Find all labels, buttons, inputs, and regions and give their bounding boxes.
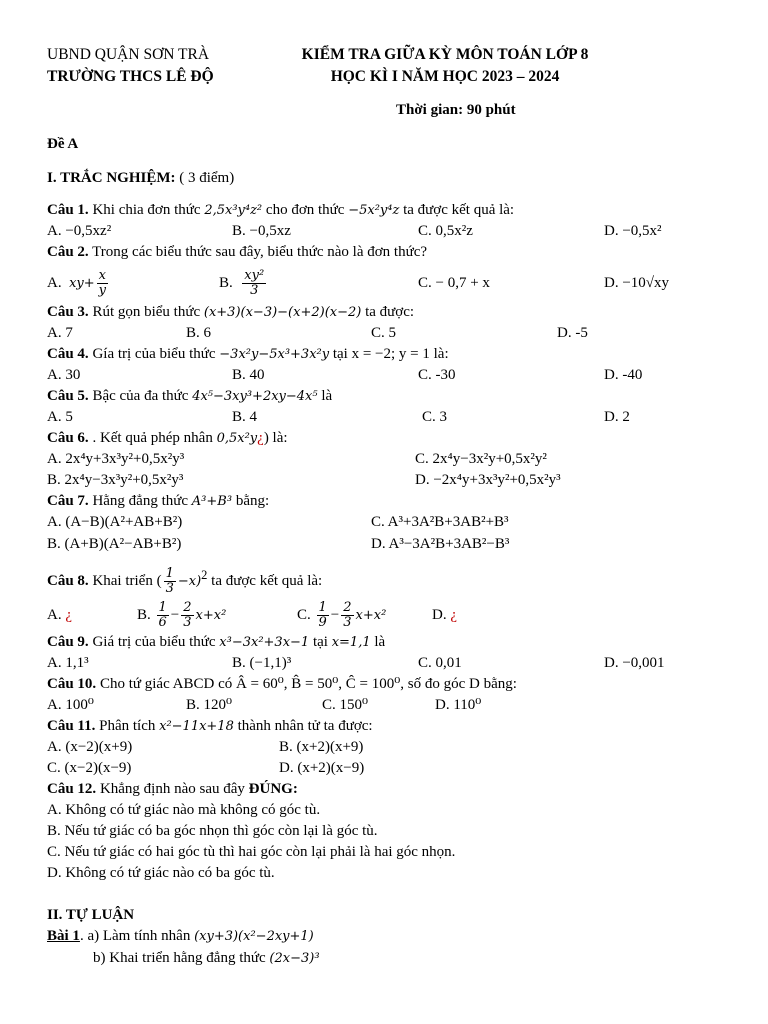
q5-option-c: C. 3 <box>422 409 448 425</box>
exam-title-line1: KIỂM TRA GIỮA KỲ MÔN TOÁN LỚP 8 <box>301 46 589 63</box>
question-12 <box>47 780 298 798</box>
q11-option-d: D. (x+2)(x−9) <box>279 760 365 776</box>
q3-option-c: C. 5 <box>371 325 397 341</box>
q1-option-d: D. −0,5x² <box>604 223 662 239</box>
q8-c-tail: x+x² <box>355 608 387 623</box>
question-6 <box>47 429 288 448</box>
q2-b-fraction <box>242 269 266 298</box>
q8-option-b: B. $\frac{1}{6}$ − $\frac{2}{3}$ x+x² <box>137 600 227 631</box>
q7-text: Hằng đẳng thức <box>88 493 192 509</box>
q4-label: Câu 4. <box>47 346 89 362</box>
q7-text-b: bằng: <box>232 493 270 509</box>
q10-label: Câu 10. <box>47 676 97 692</box>
q10-text: Cho tứ giác ABCD có Â = 60⁰, B̂ = 50⁰, Ĉ = 100⁰, số đo góc D bằng: <box>96 676 517 692</box>
section1-title: I. TRẮC NGHIỆM: <box>47 170 176 186</box>
q1-text-c: ta được kết quả là: <box>399 202 515 218</box>
q11-option-b: B. (x+2)(x+9) <box>279 739 364 755</box>
question-5 <box>47 387 332 406</box>
q6-option-d: D. −2x⁴y+3x³y²+0,5x²y³ <box>415 472 561 488</box>
q12-label: Câu 12. <box>47 781 97 797</box>
question-1 <box>47 201 514 220</box>
q2-text: Trong các biểu thức sau đây, biểu thức nào là đơn thức? <box>88 244 428 260</box>
exam-title <box>280 44 610 88</box>
q10-option-a: A. 100⁰ <box>47 697 94 713</box>
q2-a-num: x <box>98 268 107 284</box>
q8-frac-den: 3 <box>165 581 174 597</box>
q6-text: . Kết quả phép nhân <box>88 430 217 446</box>
q8-c-prefix: C. <box>297 607 315 623</box>
section2-title: II. TỰ LUẬN <box>47 907 135 923</box>
q8-text: Khai triển <box>88 573 157 589</box>
question-10 <box>47 675 517 693</box>
q11-expr: x²−11x+18 <box>159 719 234 734</box>
exam-code: Đề A <box>47 136 79 152</box>
q8-a-broken-glyph: ¿ <box>65 607 73 623</box>
q5-expr: 4x⁵−3xy³+2xy−4x⁵ <box>192 389 318 404</box>
q5-option-a: A. 5 <box>47 409 73 425</box>
bai1-b-text: b) Khai triển hằng đẳng thức <box>93 950 270 966</box>
q8-option-c: C. $\frac{1}{9}$ − $\frac{2}{3}$ x+x² <box>297 600 387 631</box>
q6-option-a-text: A. 2x⁴y+3x³y²+0,5x²y³ <box>47 451 185 467</box>
school-header <box>47 44 214 88</box>
q12-option-a: A. Không có tứ giác nào mà không có góc tù. <box>47 802 321 818</box>
bai1-a-text: . a) Làm tính nhân <box>79 928 195 944</box>
q4-option-d: D. -40 <box>604 367 643 383</box>
q9-option-b: B. (−1,1)³ <box>232 655 292 671</box>
q8-b-d2: 3 <box>183 615 192 631</box>
q2-a-fraction <box>97 269 108 298</box>
q12-option-c: C. Nếu tứ giác có hai góc tù thì hai góc còn lại phải là hai góc nhọn. <box>47 844 456 860</box>
q7-option-d: D. A³−3A²B+3AB²−B³ <box>371 536 510 552</box>
q2-a-den: y <box>98 283 107 299</box>
q12-text: Khẳng định nào sau đây <box>96 781 249 797</box>
q5-text-b: là <box>317 388 333 404</box>
q8-fraction <box>164 567 176 596</box>
q9-expr2: x=1,1 <box>331 635 371 650</box>
q3-option-b: B. 6 <box>186 325 212 341</box>
bai1-part-b <box>93 949 320 968</box>
district-name: UBND QUẬN SƠN TRÀ <box>47 46 210 63</box>
q11-text-b: thành nhân tử ta được: <box>233 718 373 734</box>
question-3 <box>47 303 414 322</box>
q4-expr: −3x²y−5x³+3x²y <box>219 347 330 362</box>
q4-text-b: tại x = −2; y = 1 là: <box>329 346 449 362</box>
q1-expr2: −5x²y⁴z <box>348 203 400 218</box>
q9-option-d: D. −0,001 <box>604 655 665 671</box>
question-4 <box>47 345 449 364</box>
q6-broken-glyph: ¿ <box>257 430 264 446</box>
q5-label: Câu 5. <box>47 388 89 404</box>
q4-option-a: A. 30 <box>47 367 81 383</box>
q8-b-frac2 <box>181 601 193 630</box>
q1-text-b: cho đơn thức <box>262 202 349 218</box>
q11-label: Câu 11. <box>47 718 96 734</box>
q8-option-a <box>47 597 72 633</box>
bai1-b-expr: (2x−3)³ <box>269 951 320 966</box>
q2-b-den: 3 <box>250 283 259 299</box>
school-name: TRƯỜNG THCS LÊ ĐỘ <box>47 68 214 85</box>
q8-exponent: 2 <box>201 568 208 582</box>
q3-label: Câu 3. <box>47 304 89 320</box>
q9-label: Câu 9. <box>47 634 89 650</box>
q1-text: Khi chia đơn thức <box>88 202 205 218</box>
q8-a-prefix: A. <box>47 607 66 623</box>
q8-b-tail: x+x² <box>195 608 227 623</box>
q10-option-c: C. 150⁰ <box>322 697 369 713</box>
q2-b-prefix: B. <box>219 275 233 291</box>
question-7 <box>47 492 269 511</box>
question-11 <box>47 717 373 736</box>
q9-option-a: A. 1,1³ <box>47 655 89 671</box>
q7-option-c: C. A³+3A²B+3AB²+B³ <box>371 514 509 530</box>
q6-option-b: B. 2x⁴y−3x³y²+0,5x²y³ <box>47 472 184 488</box>
q2-a-prefix: A. <box>47 275 62 291</box>
q11-text: Phân tích <box>95 718 160 734</box>
q9-text-c: là <box>370 634 386 650</box>
q4-text: Gía trị của biểu thức <box>88 346 220 362</box>
section1-points: ( 3 điểm) <box>175 170 235 186</box>
q8-text-b: ta được kết quả là: <box>207 573 323 589</box>
q1-option-b: B. −0,5xz <box>232 223 291 239</box>
bai1-a-expr: (xy+3)(x²−2xy+1) <box>194 929 314 944</box>
q3-text-b: ta được: <box>361 304 415 320</box>
q5-option-b: B. 4 <box>232 409 258 425</box>
q8-c-frac2 <box>341 601 353 630</box>
exam-title-line2: HỌC KÌ I NĂM HỌC 2023 – 2024 <box>330 68 560 85</box>
q8-c-n2: 2 <box>343 600 352 616</box>
q11-option-a: A. (x−2)(x+9) <box>47 739 133 755</box>
q9-text: Giá trị của biểu thức <box>88 634 220 650</box>
q9-option-c: C. 0,01 <box>418 655 462 671</box>
q11-option-c: C. (x−2)(x−9) <box>47 760 132 776</box>
q9-text-b: tại <box>309 634 332 650</box>
q5-option-d: D. 2 <box>604 409 630 425</box>
exam-time: Thời gian: 90 phút <box>396 102 516 118</box>
q2-option-b <box>219 265 268 301</box>
bai1-label: Bài 1 <box>47 928 80 944</box>
q8-b-d1: 6 <box>158 615 167 631</box>
q3-option-d: D. -5 <box>557 325 588 341</box>
q1-option-a: A. −0,5xz² <box>47 223 112 239</box>
q2-b-num: xy² <box>244 268 265 284</box>
section1-heading <box>47 169 234 187</box>
q1-label: Câu 1. <box>47 202 89 218</box>
q8-d-prefix: D. <box>432 607 451 623</box>
q8-frac-num: 1 <box>165 566 174 582</box>
q3-option-a: A. 7 <box>47 325 73 341</box>
q8-option-d <box>432 597 457 633</box>
q8-expr-tail: −x) <box>177 574 202 589</box>
q6-option-c: C. 2x⁴y−3x²y+0,5x²y² <box>415 451 547 467</box>
q6-label: Câu 6. <box>47 430 89 446</box>
q2-label: Câu 2. <box>47 244 89 260</box>
q8-c-d2: 3 <box>343 615 352 631</box>
q3-text: Rút gọn biểu thức <box>88 304 204 320</box>
q6-option-a <box>47 450 184 468</box>
q7-option-a: A. (A−B)(A²+AB+B²) <box>47 514 183 530</box>
q2-option-a <box>47 265 110 302</box>
q4-option-c: C. -30 <box>418 367 456 383</box>
q8-b-n2: 2 <box>183 600 192 616</box>
question-8: Câu 8. Khai triển ( $\frac{1}{3}$ −x)$^2$ ta được kết quả là: <box>47 566 323 597</box>
q4-option-b: B. 40 <box>232 367 265 383</box>
q7-option-b: B. (A+B)(A²−AB+B²) <box>47 536 182 552</box>
q6-text-b: ) là: <box>263 430 288 446</box>
q9-expr: x³−3x²+3x−1 <box>219 635 310 650</box>
question-9 <box>47 633 385 652</box>
q8-c-frac1 <box>317 601 329 630</box>
q2-a-expr: xy+ <box>69 276 95 291</box>
q1-expr1: 2,5x³y⁴z² <box>204 203 263 218</box>
q8-c-d1: 9 <box>318 615 327 631</box>
q12-option-d: D. Không có tứ giác nào có ba góc tù. <box>47 865 275 881</box>
q10-option-d: D. 110⁰ <box>435 697 482 713</box>
q5-text: Bậc của đa thức <box>88 388 193 404</box>
q8-d-broken-glyph: ¿ <box>450 607 458 623</box>
question-2 <box>47 243 427 261</box>
q12-emphasis: ĐÚNG: <box>248 781 298 797</box>
q8-c-n1: 1 <box>318 600 327 616</box>
q3-expr: (x+3)(x−3)−(x+2)(x−2) <box>203 305 362 320</box>
q8-b-prefix: B. <box>137 607 155 623</box>
q7-expr: A³+B³ <box>191 494 233 509</box>
q1-option-c: C. 0,5x²z <box>418 223 473 239</box>
q12-option-b: B. Nếu tứ giác có ba góc nhọn thì góc còn lại là góc tù. <box>47 823 378 839</box>
q10-option-b: B. 120⁰ <box>186 697 233 713</box>
q2-option-c: C. − 0,7 + x <box>418 275 490 291</box>
q7-label: Câu 7. <box>47 493 89 509</box>
bai1-part-a <box>47 927 314 946</box>
q8-label: Câu 8. <box>47 573 89 589</box>
q8-b-n1: 1 <box>158 600 167 616</box>
q8-b-frac1 <box>157 601 169 630</box>
q6-expr: 0,5x²y <box>216 431 258 446</box>
q2-option-d: D. −10√xy <box>604 275 670 291</box>
